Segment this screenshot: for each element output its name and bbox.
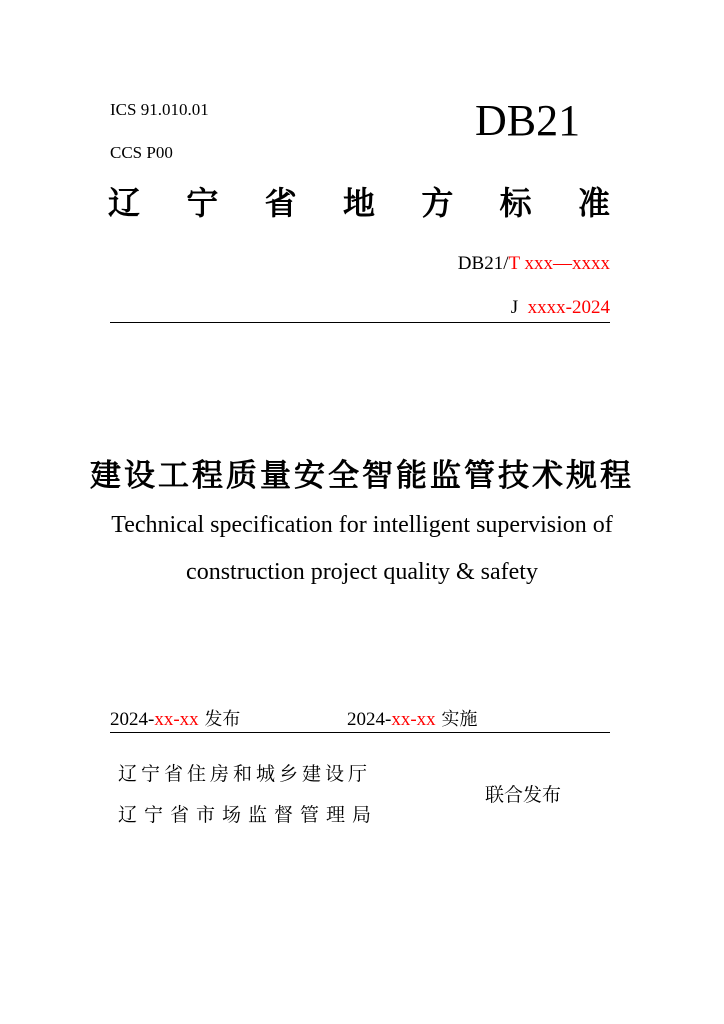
implement-label: 实施: [435, 709, 478, 730]
issue-date: [110, 705, 240, 731]
title-char: 标: [499, 184, 532, 222]
j-number-placeholder: xxxx-2024: [527, 297, 610, 318]
issuer-housing-department: 辽宁省住房和城乡建设厅: [118, 763, 372, 785]
title-char: 准: [577, 184, 610, 222]
title-char: 方: [421, 184, 454, 222]
issuer-market-regulation-bureau: 辽宁省市场监督管理局: [118, 804, 379, 826]
english-title-line2: construction project quality & safety: [186, 559, 538, 585]
chinese-title: 建设工程质量安全智能监管技术规程: [90, 458, 634, 494]
issue-label: 发布: [198, 709, 241, 730]
db-label: DB21: [475, 96, 581, 145]
title-char: 宁: [186, 184, 219, 222]
joint-release-label: 联合发布: [485, 784, 562, 806]
ccs-code: CCS P00: [110, 143, 173, 162]
issue-date-placeholder: xx-xx: [154, 709, 199, 730]
issue-year: 2024-: [110, 709, 155, 730]
ics-code: ICS 91.010.01: [110, 100, 209, 119]
date-divider: [110, 732, 610, 733]
standard-number: [458, 253, 610, 275]
implement-date-placeholder: xx-xx: [391, 709, 436, 730]
implement-year: 2024-: [347, 709, 392, 730]
std-number-placeholder: T xxx—xxxx: [508, 253, 610, 274]
std-prefix: DB21/: [457, 253, 509, 274]
title-char: 省: [264, 184, 297, 222]
title-char: 地: [342, 184, 375, 222]
header-divider: [110, 322, 610, 323]
english-title-line1: Technical specification for intelligent supervision of: [111, 512, 613, 538]
title-char: 辽: [108, 184, 141, 222]
standard-type-title: [108, 178, 610, 224]
j-prefix: J: [510, 297, 528, 318]
implement-date: [347, 705, 477, 731]
record-number: [511, 297, 610, 319]
